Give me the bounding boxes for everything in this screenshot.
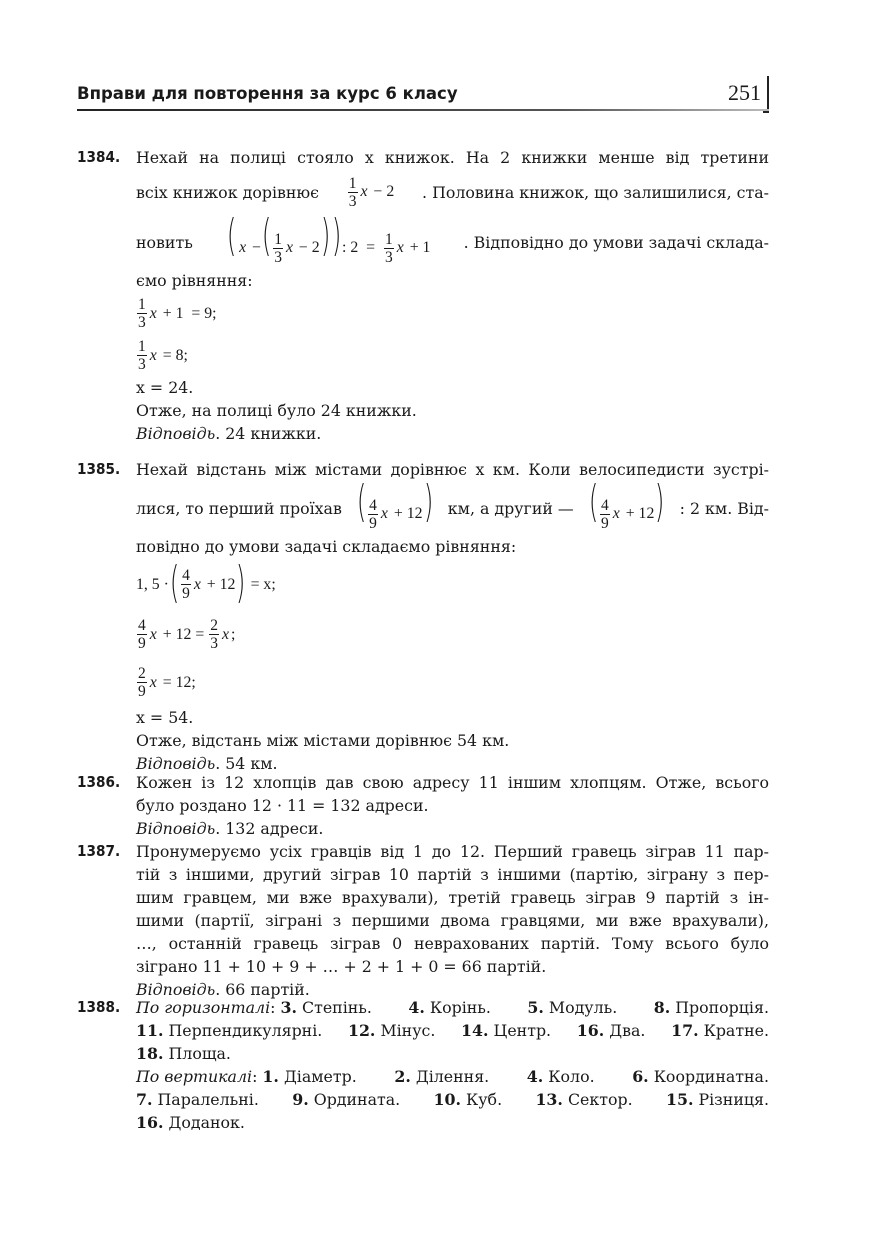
answer: Відповідь. 66 партій. <box>136 980 310 999</box>
text-line: Пронумеруємо усіх гравців від 1 до 12. Перший гравець зіграв 11 пар- <box>136 842 769 861</box>
text-line: шим гравцем, ми вже врахували), третій гравець зіграв 9 партій з ін- <box>136 888 769 907</box>
math-expression: ( x −( $\frac{1}{3}$ x − 2)): 2 = $\frac{1}{3}$ x + 1 <box>226 210 431 266</box>
text-line: було роздано 12 · 11 = 132 адреси. <box>136 796 429 815</box>
answer: Відповідь. 132 адреси. <box>136 819 324 838</box>
text-line: повідно до умови задачі складаємо рівняння: <box>136 537 517 556</box>
text-line: Кожен із 12 хлопців дав свою адресу 11 іншим хлопцям. Отже, всього <box>136 773 769 792</box>
answer: Відповідь. 24 книжки. <box>136 424 322 443</box>
answer: Відповідь. 54 км. <box>136 754 278 773</box>
text-line: Нехай відстань між містами дорівнює x км. Коли велосипедисти зустрі- <box>136 460 769 479</box>
text-line: лися, то перший проїхав ( $\frac{4}{9}$ x + 12) км, а другий — ( $\frac{4}{9}$ x + 12) : 2 км. Від- <box>136 476 769 532</box>
problem-number: 1385. <box>77 460 121 478</box>
text-line: зіграно 11 + 10 + 9 + … + 2 + 1 + 0 = 66 партій. <box>136 957 547 976</box>
equation: $\frac{4}{9}$ x + 12 = $\frac{2}{3}$ x ; <box>138 617 236 652</box>
text-line: шими (партії, зіграні з першими двома гравцями, ми вже врахували), <box>136 911 769 930</box>
math-expression: ( $\frac{4}{9}$ x + 12) <box>356 476 433 532</box>
page-header <box>77 78 769 112</box>
problem-number: 1386. <box>77 773 121 791</box>
equation: x = 54. <box>136 708 194 727</box>
crossword-horizontal-line: По горизонталі: 3. Степінь. 4. Корінь. 5. Модуль. 8. Пропорція. <box>136 998 769 1017</box>
text-line: тій з іншими, другий зіграв 10 партій з іншими (партію, зіграну з пер- <box>136 865 769 884</box>
equation: $\frac{2}{9}$ x = 12; <box>138 665 196 700</box>
section-title: Вправи для повторення за курс 6 класу <box>77 84 458 103</box>
conclusion: Отже, на полиці було 24 книжки. <box>136 401 417 420</box>
problem-number: 1384. <box>77 148 121 166</box>
problem-number: 1388. <box>77 998 121 1016</box>
crossword-vertical-line: По вертикалі: 1. Діаметр. 2. Ділення. 4. Коло. 6. Координатна. <box>136 1067 769 1086</box>
header-rule <box>77 109 769 111</box>
crossword-horizontal-line: 11. Перпендикулярні. 12. Мінус. 14. Центр. 16. Два. 17. Кратне. <box>136 1021 769 1040</box>
crossword-vertical-line: 7. Паралельні. 9. Ордината. 10. Куб. 13. Сектор. 15. Різниця. <box>136 1090 769 1109</box>
equation: 1, 5 · ( $\frac{4}{9}$ x + 12 ) = x; <box>136 556 276 608</box>
problem-1387 <box>77 840 769 1001</box>
text-line: Нехай на полиці стояло x книжок. На 2 книжки менше від третини <box>136 148 769 167</box>
equation: $\frac{1}{3}$ x + 1 = 9; <box>138 296 217 331</box>
problem-number: 1387. <box>77 842 121 860</box>
page-number: 251 <box>728 80 761 105</box>
problem-1386 <box>77 771 769 840</box>
equation: x = 24. <box>136 378 194 397</box>
crossword-horizontal-line: 18. Площа. <box>136 1044 231 1063</box>
text-line: новить ( x −( $\frac{1}{3}$ x − 2)): 2 = $\frac{1}{3}$ x + 1 . Відповідно до умови задачі склада- <box>136 210 769 266</box>
problem-1385 <box>77 458 769 775</box>
text-line: всіх книжок дорівнює $\frac{1}{3}$ x − 2 . Половина книжок, що залишилися, ста- <box>136 174 769 210</box>
text-line: ємо рівняння: <box>136 271 253 290</box>
problem-1384 <box>77 146 769 445</box>
text-line: …, останній гравець зіграв 0 неврахованих партій. Тому всього було <box>136 934 769 953</box>
page-number-bracket <box>763 76 769 113</box>
crossword-vertical-line: 16. Доданок. <box>136 1113 245 1132</box>
math-expression: ( $\frac{4}{9}$ x + 12) <box>588 476 665 532</box>
math-expression: $\frac{1}{3}$ x − 2 <box>348 174 395 210</box>
problem-1388 <box>77 996 769 1134</box>
conclusion: Отже, відстань між містами дорівнює 54 км. <box>136 731 510 750</box>
equation: $\frac{1}{3}$ x = 8; <box>138 338 188 373</box>
